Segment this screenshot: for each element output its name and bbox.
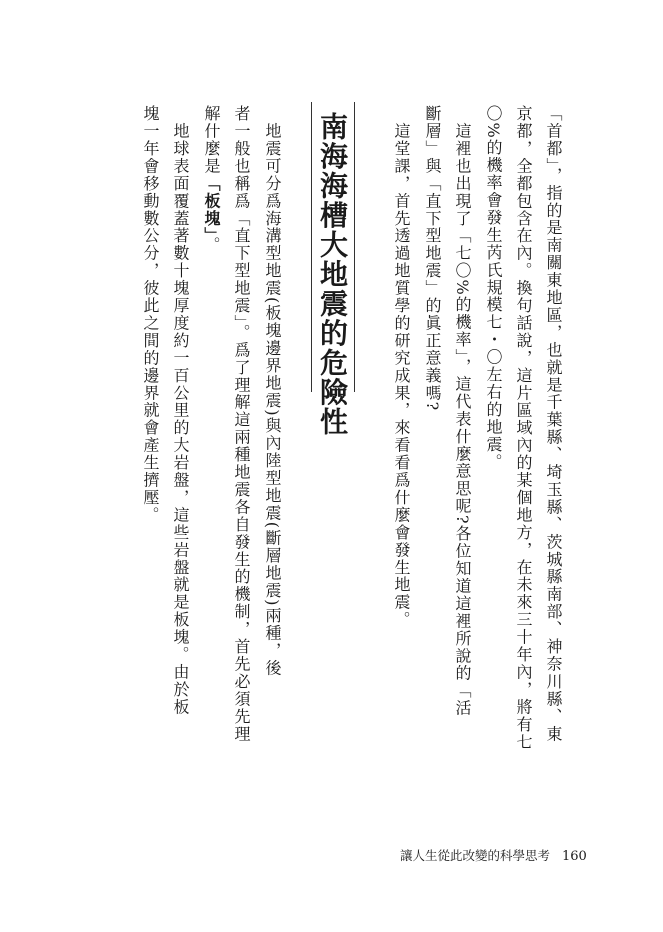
paragraph-column-7: 地震可分爲海溝型地震(板塊邊界地震)與內陸型地震(斷層地震)兩種，後: [263, 105, 282, 677]
paragraph-column-2: 京都，全都包含在內。換句話說，這片區域內的某個地方，在未來三十年內，將有七: [514, 105, 533, 751]
paragraph-column-6: 這堂課，首先透過地質學的研究成果，來看看爲什麼會發生地震。: [392, 105, 411, 629]
section-heading-box: [311, 102, 355, 437]
paragraph-column-5: 斷層」與「直下型地震」的眞正意義嗎?: [423, 105, 442, 412]
page-footer: [400, 846, 587, 864]
term-plate-bold: 「板塊」: [202, 174, 221, 237]
column-9-end: 。: [202, 236, 221, 255]
paragraph-column-1: 「首都」，指的是南關東地區，也就是千葉縣、埼玉縣、茨城縣南部、神奈川縣、東: [544, 105, 563, 743]
book-title: 讓人生從此改變的科學思考: [400, 848, 551, 863]
paragraph-column-3: 〇%的機率會發生芮氏規模七・〇左右的地震。: [484, 105, 503, 471]
page-number: 160: [562, 849, 587, 864]
paragraph-column-10: 地球表面覆蓋著數十塊厚度約一百公里的大岩盤，這些岩盤就是板塊。由於板: [171, 105, 190, 716]
paragraph-column-9: [203, 105, 219, 254]
column-9-text: 解什麼是: [202, 105, 221, 175]
paragraph-column-8: 者一般也稱爲「直下型地震」。爲了理解這兩種地震各自發生的機制，首先必須先理: [232, 105, 251, 743]
paragraph-column-11: 塊一年會移動數公分，彼此之間的邊界就會產生擠壓。: [141, 105, 160, 524]
section-title: 南海海槽大地震的危險性: [316, 112, 349, 437]
paragraph-column-4: 這裡也出現了「七〇%的機率」，這代表什麼意思呢?各位知道這裡所說的「活: [453, 105, 472, 717]
